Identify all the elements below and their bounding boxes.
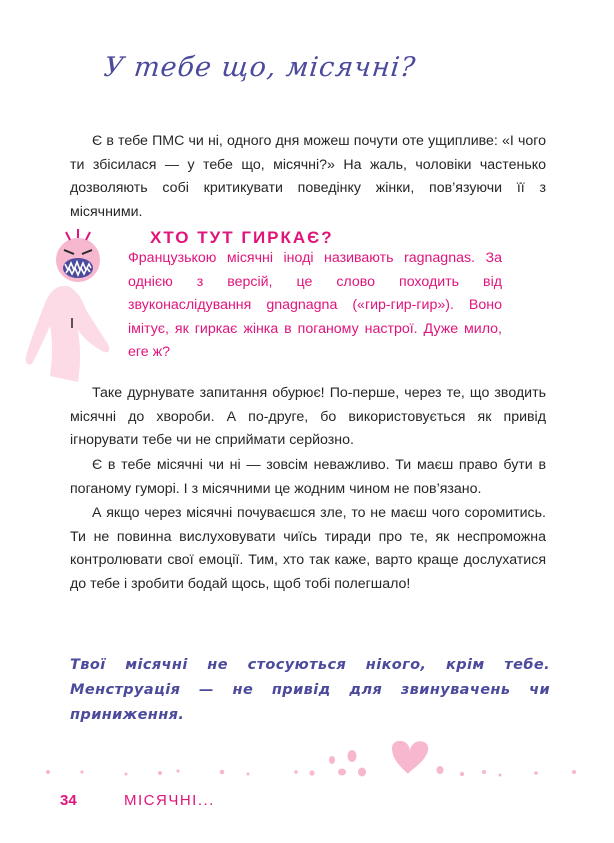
angry-figure-illustration: [20, 226, 132, 386]
dot: [80, 770, 83, 773]
paragraph-intro: Є в тебе ПМС чи ні, одного дня можеш почути оте ущипливе: «І чого ти збісилася — у тебе що, місячні?» На жаль, чоловіки частенько дозволяють собі критикувати поведінку жінки, пов’язуючи її з місячними.: [70, 133, 546, 220]
decorative-dots: [0, 728, 614, 788]
sidebar-text: Французькою місячні іноді називають ragnagnas. За однією з версій, це слово походить від звуконаслідування gnagnagna («гир-гир-гир»). Воно імітує, як гиркає жінка в поганому настрої. Дуже мило, еге ж?: [128, 250, 502, 360]
figure-body: [26, 286, 110, 382]
page-number: 34: [60, 792, 77, 809]
dot: [247, 773, 250, 776]
paragraph-2: Таке дурнувате запитання обурює! По-перше, через те, що зводить місячні до хвороби. А по-друге, бо використовується як привід ігнорувати тебе чи не сприймати серйозно.: [70, 385, 546, 448]
dot: [437, 766, 444, 774]
dot: [294, 770, 298, 774]
dot: [220, 770, 225, 775]
dot: [329, 756, 335, 764]
dot: [572, 770, 576, 774]
paragraph-4: А якщо через місячні почуваєшся зле, то не маєш чого соромитись. Ти не повинна вислуховувати чиїсь тиради про те, як неспроможна контролювати свої емоції. Тим, хто так каже, варто краще дослухатися до тебе і зробити бодай щось, щоб тобі полегшало!: [70, 505, 546, 592]
dot: [499, 774, 502, 777]
heart-icon: [392, 741, 428, 774]
dot: [482, 770, 486, 774]
page-title: У тебе що, місячні?: [102, 52, 418, 83]
dot: [309, 770, 314, 775]
dot: [338, 769, 346, 776]
dot: [460, 772, 464, 776]
dot: [348, 750, 357, 762]
dot: [46, 770, 50, 774]
dot: [158, 771, 162, 775]
dot: [534, 771, 538, 775]
running-title: МІСЯЧНІ...: [124, 792, 215, 809]
dot: [176, 769, 179, 772]
dot: [358, 768, 366, 777]
sidebar-title: ХТО ТУТ ГИРКАЄ?: [150, 228, 334, 247]
dot: [125, 773, 128, 776]
paragraph-3: Є в тебе місячні чи ні — зовсім неважливо. Ти маєш право бути в поганому гуморі. І з місячними це жодним чином не пов’язано.: [70, 457, 546, 497]
highlight-quote: Твої місячні не стосуються нікого, крім тебе. Менструація — не привід для звинувачень чи приниження.: [70, 657, 550, 723]
